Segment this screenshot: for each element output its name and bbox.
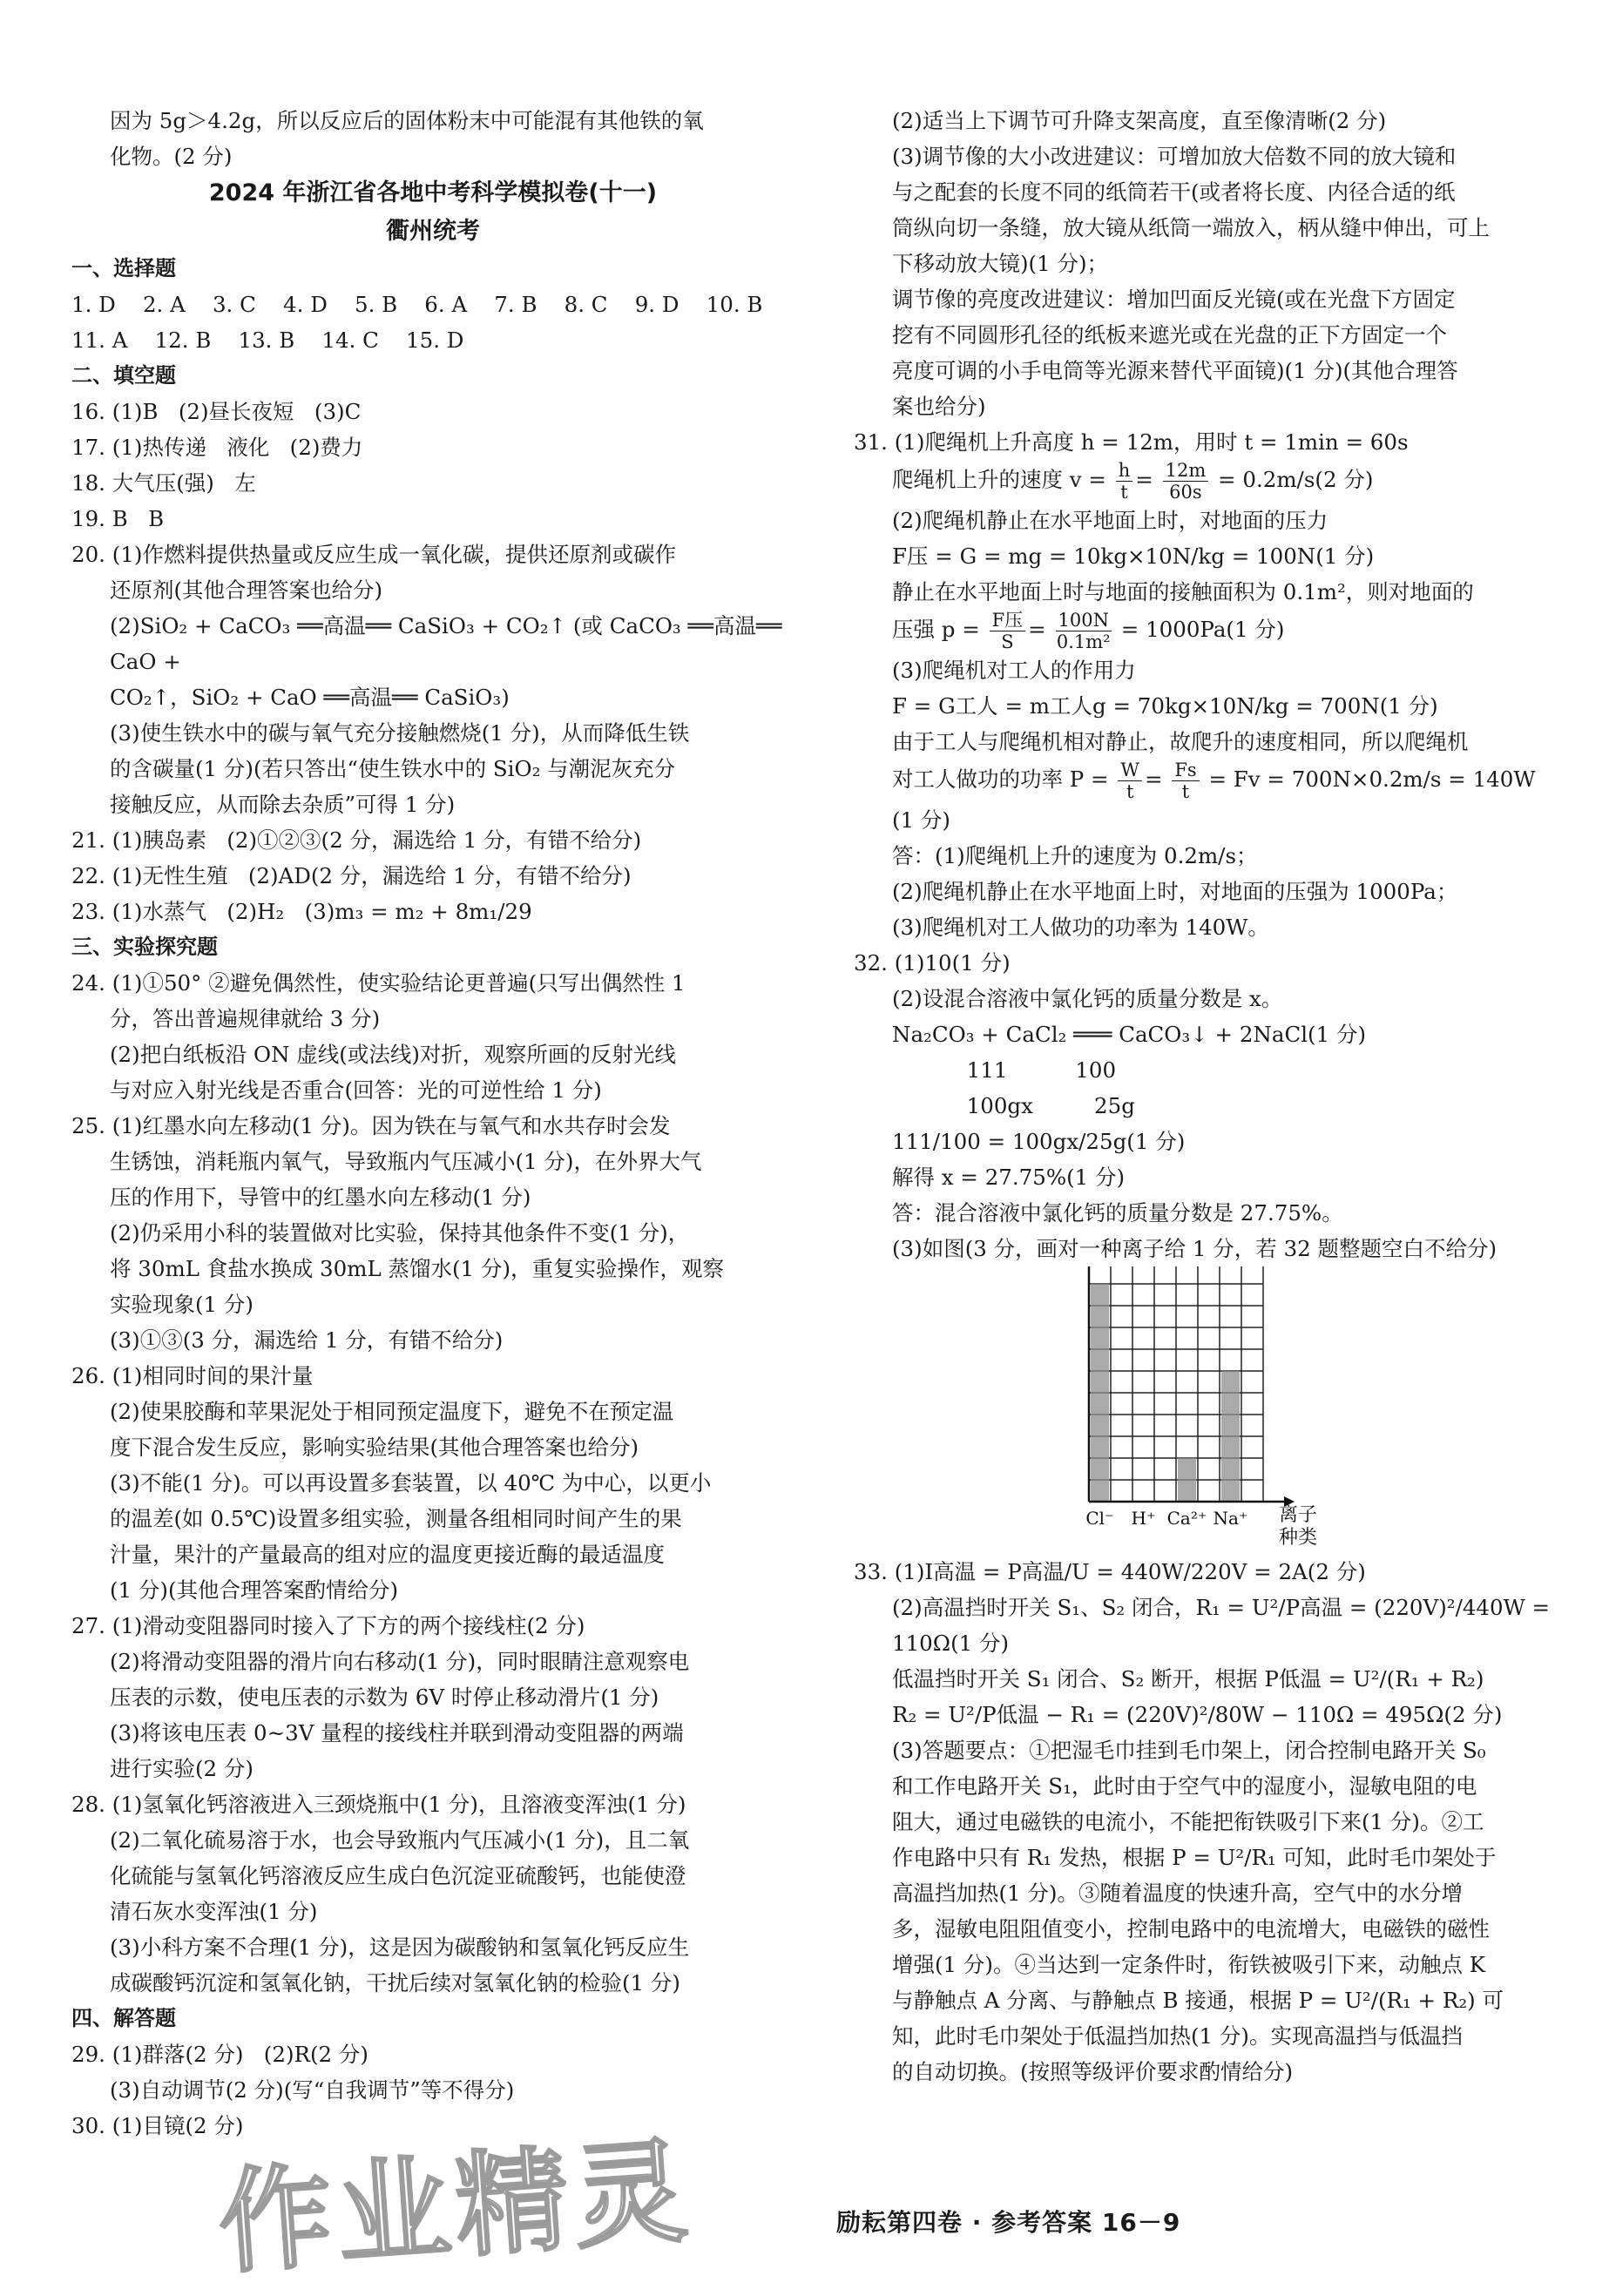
left-column-line: 23. (1)水蒸气 (2)H₂ (3)m₃ = m₂ + 8m₁/29	[71, 899, 532, 924]
left-column-line: 一、选择题	[71, 256, 176, 280]
left-column-line: (2)使果胶酶和苹果泥处于相同预定温度下，避免不在预定温	[110, 1399, 674, 1424]
q31-same-speed: 由于工人与爬绳机相对静止，故爬升的速度相同，所以爬绳机	[892, 729, 1469, 754]
ion-bar-chart	[854, 1266, 1555, 1554]
q32-line: 111 100	[892, 1057, 1117, 1083]
left-column-line: 16. (1)B (2)昼长夜短 (3)C	[71, 399, 362, 424]
q33-line: R₂ = U²/P低温 − R₁ = (220V)²/80W − 110Ω = 495Ω(2 分)	[892, 1702, 1503, 1727]
q31-pressure-line: 压强 p = $\frac{\text{F压}}{S}$ = $\frac{100N}{\text{0.1m²}}$ = 1000Pa(1 分)	[892, 610, 1285, 652]
answer-line: (2)适当上下调节可升降支架高度，直至像清晰(2 分)	[892, 108, 1387, 133]
left-column-line: 26. (1)相同时间的果汁量	[71, 1363, 314, 1388]
answer-line: 案也给分)	[892, 394, 986, 419]
left-column-line: 11. A 12. B 13. B 14. C 15. D	[71, 328, 464, 353]
q31-power-score: (1 分)	[892, 807, 950, 833]
left-column-line: 因为 5g＞4.2g，所以反应后的固体粉末中可能混有其他铁的氧	[110, 108, 704, 133]
right-column	[854, 103, 1555, 2090]
left-column-line: 分，答出普遍规律就给 3 分)	[110, 1006, 381, 1031]
x-axis-label: 种类	[1278, 1527, 1318, 1549]
left-column-line: 的含碳量(1 分)(若只答出“使生铁水中的 SiO₂ 与潮泥灰充分	[110, 756, 676, 781]
q31-worker-force: F = G工人 = m工人g = 70kg×10N/kg = 700N(1 分)	[892, 693, 1438, 719]
left-column-line: (2)把白纸板沿 ON 虚线(或法线)对折，观察所画的反射光线	[110, 1042, 676, 1067]
q31-answer-1: 答：(1)爬绳机上升的速度为 0.2m/s；	[892, 843, 1258, 868]
q32-line: 32. (1)10(1 分)	[854, 950, 1011, 976]
left-column-line: 成碳酸钙沉淀和氢氧化钠，干扰后续对氢氧化钠的检验(1 分)	[110, 1970, 680, 1995]
fraction-w-over-t: $\frac{W}{t}$	[1118, 760, 1142, 802]
answer-line: (3)调节像的大小改进建议：可增加放大倍数不同的放大镜和	[892, 144, 1457, 169]
fraction-f-over-s: $\frac{\text{F压}}{S}$	[990, 610, 1026, 652]
q32-line: (3)如图(3 分，画对一种离子给 1 分，若 32 题整题空白不给分)	[892, 1236, 1497, 1261]
tick-label: Cl⁻	[1085, 1508, 1114, 1529]
q32-line: 答：混合溶液中氯化钙的质量分数是 27.75%。	[892, 1200, 1343, 1226]
answer-line: 筒纵向切一条缝，放大镜从纸筒一端放入，柄从缝中伸出，可上	[892, 215, 1490, 240]
left-column-line: 进行实验(2 分)	[110, 1756, 254, 1781]
fraction-fs-over-t: $\frac{Fs}{t}$	[1172, 760, 1199, 802]
q33-line: (2)高温挡时开关 S₁、S₂ 闭合，R₁ = U²/P高温 = (220V)²/440W =	[892, 1595, 1551, 1620]
answer-line: 亮度可调的小手电筒等光源来替代平面镜)(1 分)(其他合理答	[892, 358, 1458, 383]
page-footer: 励耘第四卷 · 参考答案 16－9	[836, 2208, 1181, 2237]
q32-line: (2)设混合溶液中氯化钙的质量分数是 x。	[892, 986, 1283, 1011]
q31-answer-2: (2)爬绳机静止在水平地面上时，对地面的压强为 1000Pa；	[892, 879, 1458, 904]
q31-speed-line: 爬绳机上升的速度 v = $\frac{h}{t}$ = $\frac{12m}{60s}$ = 0.2m/s(2 分)	[892, 460, 1374, 503]
left-column-line: (3)①③(3 分，漏选给 1 分，有错不给分)	[110, 1327, 504, 1353]
fraction-100n-over-area: $\frac{100N}{\text{0.1m²}}$	[1056, 610, 1111, 652]
q33-line: 高温挡加热(1 分)。③随着温度的快速升高，空气中的水分增	[892, 1881, 1463, 1906]
left-column-line: 21. (1)胰岛素 (2)①②③(2 分，漏选给 1 分，有错不给分)	[71, 827, 642, 853]
left-column-line: 25. (1)红墨水向左移动(1 分)。因为铁在与氧气和水共存时会发	[71, 1113, 671, 1138]
answer-line: 调节像的亮度改进建议：增加凹面反光镜(或在光盘下方固定	[892, 287, 1456, 312]
q31-answer-3: (3)爬绳机对工人做功的功率为 140W。	[892, 915, 1269, 940]
q33-line: 多，湿敏电阻阻值变小，控制电路中的电流增大，电磁铁的磁性	[892, 1916, 1490, 1941]
q31-force-line: F压 = G = mg = 10kg×10N/kg = 100N(1 分)	[892, 544, 1375, 569]
left-column-line: 28. (1)氢氧化钙溶液进入三颈烧瓶中(1 分)，且溶液变浑浊(1 分)	[71, 1792, 686, 1817]
left-column	[71, 103, 794, 2144]
left-column-line: (2)将滑动变阻器的滑片向右移动(1 分)，同时眼睛注意观察电	[110, 1649, 690, 1674]
left-column-line: 接触反应，从而除去杂质”可得 1 分)	[110, 792, 456, 817]
left-column-line: 30. (1)目镜(2 分)	[71, 2113, 244, 2138]
left-column-line: 化物。(2 分)	[110, 144, 233, 169]
q31-part3-head: (3)爬绳机对工人的作用力	[892, 658, 1136, 683]
left-column-line: (3)将该电压表 0~3V 量程的接线柱并联到滑动变阻器的两端	[110, 1720, 684, 1746]
left-column-line: 17. (1)热传递 液化 (2)费力	[71, 435, 363, 460]
fraction-h-over-t: $\frac{h}{t}$	[1116, 460, 1133, 503]
left-column-line: 衢州统考	[386, 218, 480, 245]
answer-line: 下移动放大镜)(1 分)；	[892, 251, 1109, 276]
left-column-line: 29. (1)群落(2 分) (2)R(2 分)	[71, 2042, 368, 2067]
left-column-line: 19. B B	[71, 506, 165, 531]
y-axis-label	[1035, 1266, 1073, 1267]
tick-label: Na⁺	[1213, 1508, 1248, 1529]
q33-line: 110Ω(1 分)	[892, 1631, 1010, 1656]
q33-line: 33. (1)I高温 = P高温/U = 440W/220V = 2A(2 分)	[854, 1559, 1366, 1584]
answer-32-block	[854, 945, 1555, 1266]
left-column-line: 清石灰水变浑浊(1 分)	[110, 1899, 318, 1924]
left-column-line: (2)SiO₂ + CaCO₃ ══高温══ CaSiO₃ + CO₂↑ (或 CaCO₃ ══高温══ CaO +	[110, 613, 782, 674]
q32-line: Na₂CO₃ + CaCl₂ ═══ CaCO₃↓ + 2NaCl(1 分)	[892, 1022, 1367, 1047]
left-column-line: 还原剂(其他合理答案也给分)	[110, 577, 383, 603]
left-column-line: 化硫能与氢氧化钙溶液反应生成白色沉淀亚硫酸钙，也能使澄	[110, 1863, 686, 1888]
q33-line: 的自动切换。(按照等级评价要求酌情给分)	[892, 2059, 1294, 2084]
q31-part2-head: (2)爬绳机静止在水平地面上时，对地面的压力	[892, 508, 1328, 533]
left-column-line: 汁量，果汁的产量最高的组对应的温度更接近酶的最适温度	[110, 1542, 665, 1567]
bar-2	[1178, 1458, 1196, 1502]
left-column-line: (2)二氧化硫易溶于水，也会导致瓶内气压减小(1 分)，且二氧	[110, 1827, 690, 1853]
q31-power-line: 对工人做功的功率 P = $\frac{W}{t}$ = $\frac{Fs}{t}$ = Fv = 700N×0.2m/s = 140W	[892, 760, 1536, 802]
left-column-line: 2024 年浙江省各地中考科学模拟卷(十一)	[208, 179, 658, 206]
answer-33-block	[854, 1554, 1555, 2090]
tick-label: Ca²⁺	[1166, 1508, 1207, 1529]
q32-line: 111/100 = 100gx/25g(1 分)	[892, 1129, 1186, 1154]
bar-3	[1221, 1371, 1240, 1502]
left-column-line: 20. (1)作燃料提供热量或反应生成一氧化碳，提供还原剂或碳作	[71, 542, 676, 567]
q33-line: 知，此时毛巾架处于低温挡加热(1 分)。实现高温挡与低温挡	[892, 2023, 1463, 2049]
q33-line: 与静触点 A 分离、与静触点 B 接通，根据 P = U²/(R₁ + R₂) 可	[892, 1988, 1504, 2013]
left-column-line: 生锈蚀，消耗瓶内氧气，导致瓶内气压减小(1 分)，在外界大气	[110, 1149, 702, 1174]
q33-line: 和工作电路开关 S₁，此时由于空气中的湿度小，湿敏电阻的电	[892, 1773, 1477, 1799]
left-column-line: (3)小科方案不合理(1 分)，这是因为碳酸钠和氢氧化钙反应生	[110, 1935, 690, 1960]
fraction-12m-over-60s: $\frac{12m}{60s}$	[1163, 460, 1209, 503]
left-column-line: (3)不能(1 分)。可以再设置多套装置，以 40℃ 为中心，以更小	[110, 1470, 712, 1496]
answer-30-31-block	[854, 103, 1555, 460]
left-column-line: 与对应入射光线是否重合(回答：光的可逆性给 1 分)	[110, 1077, 602, 1103]
answer-line: 与之配套的长度不同的纸筒若干(或者将长度、内径合适的纸	[892, 179, 1456, 205]
left-column-line: 压表的示数，使电压表的示数为 6V 时停止移动滑片(1 分)	[110, 1685, 659, 1710]
q33-line: (3)答题要点：①把湿毛巾挂到毛巾架上，闭合控制电路开关 S₀	[892, 1738, 1486, 1763]
left-column-line: 24. (1)①50° ②避免偶然性，使实验结论更普遍(只写出偶然性 1	[71, 970, 686, 996]
left-column-line: 压的作用下，导管中的红墨水向左移动(1 分)	[110, 1185, 531, 1210]
q33-line: 作电路中只有 R₁ 发热，根据 P = U²/R₁ 可知，此时毛巾架处于	[892, 1845, 1497, 1870]
q32-line: 100gx 25g	[892, 1093, 1135, 1118]
left-column-line: 实验现象(1 分)	[110, 1292, 254, 1317]
left-column-line: 二、填空题	[71, 363, 176, 388]
answer-line: 31. (1)爬绳机上升高度 h = 12m，用时 t = 1min = 60s	[854, 429, 1409, 455]
q31-area-line: 静止在水平地面上时与地面的接触面积为 0.1m²，则对地面的	[892, 579, 1474, 604]
left-column-line: (2)仍采用小科的装置做对比实验，保持其他条件不变(1 分)，	[110, 1220, 690, 1246]
q33-line: 阻大，通过电磁铁的电流小，不能把衔铁吸引下来(1 分)。②工	[892, 1809, 1484, 1834]
watermark-logo: 作业精灵	[214, 2124, 697, 2290]
left-column-line: 1. D 2. A 3. C 4. D 5. B 6. A 7. B 8. C 9. D 10. B	[71, 292, 763, 317]
left-column-line: 的温差(如 0.5℃)设置多组实验，测量各组相同时间产生的果	[110, 1506, 682, 1531]
left-column-line: (3)自动调节(2 分)(写“自我调节”等不得分)	[110, 2077, 515, 2103]
answer-line: 挖有不同圆形孔径的纸板来遮光或在光盘的正下方固定一个	[892, 322, 1447, 348]
left-column-line: 18. 大气压(强) 左	[71, 470, 256, 496]
x-axis-label: 离子	[1278, 1504, 1318, 1526]
q32-line: 解得 x = 27.75%(1 分)	[892, 1165, 1126, 1190]
q33-line: 低温挡时开关 S₁ 闭合、S₂ 断开，根据 P低温 = U²/(R₁ + R₂)	[892, 1666, 1484, 1692]
left-column-line: (1 分)(其他合理答案酌情给分)	[110, 1577, 399, 1603]
left-column-line: 度下混合发生反应，影响实验结果(其他合理答案也给分)	[110, 1435, 639, 1460]
bar-0	[1091, 1284, 1109, 1502]
left-column-line: 四、解答题	[71, 2006, 176, 2030]
left-column-line: 将 30mL 食盐水换成 30mL 蒸馏水(1 分)，重复实验操作，观察	[110, 1256, 724, 1281]
left-column-line: 27. (1)滑动变阻器同时接入了下方的两个接线柱(2 分)	[71, 1613, 585, 1638]
q33-line: 增强(1 分)。④当达到一定条件时，衔铁被吸引下来，动触点 K	[892, 1952, 1486, 1977]
tick-label: H⁺	[1131, 1508, 1156, 1529]
left-column-line: 22. (1)无性生殖 (2)AD(2 分，漏选给 1 分，有错不给分)	[71, 863, 632, 888]
left-column-line: 三、实验探究题	[71, 935, 218, 959]
left-column-line: (3)使生铁水中的碳与氧气充分接触燃烧(1 分)，从而降低生铁	[110, 720, 690, 746]
left-column-line: CO₂↑，SiO₂ + CaO ══高温══ CaSiO₃)	[110, 685, 510, 710]
